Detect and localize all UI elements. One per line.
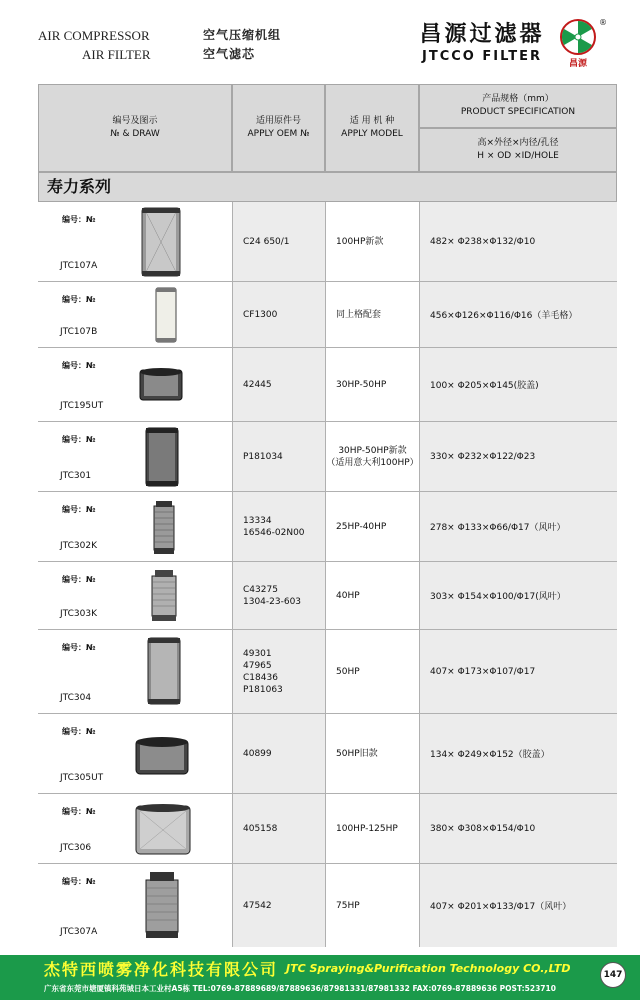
model-cell: 50HP旧款 xyxy=(325,714,419,793)
product-code: JTC303K xyxy=(60,609,97,619)
header-line-2 xyxy=(38,45,338,64)
table-row xyxy=(38,422,617,492)
spec-cell: 134× Φ249×Φ152（胶盖） xyxy=(419,714,617,793)
header-cn-2: 空气滤芯 xyxy=(203,47,256,61)
draw-cell xyxy=(38,714,232,793)
draw-cell xyxy=(38,348,232,421)
draw-cell xyxy=(38,562,232,629)
number-label: 编号：№ xyxy=(62,295,96,304)
oem-cell: CF1300 xyxy=(232,282,325,347)
filter-image xyxy=(154,286,178,344)
header-en-1: AIR COMPRESSOR xyxy=(38,28,150,43)
oem-cell: 405158 xyxy=(232,794,325,863)
logo-registered-mark: ® xyxy=(599,18,607,27)
product-code: JTC195UT xyxy=(60,401,104,411)
number-label: 编号：№ xyxy=(62,215,96,224)
company-address: 广东省东莞市塘厦镇科苑城日本工业村A5栋 TEL:0769-87889689/87889636/87981331/87981332 FAX:0769-87889636 POST:523710 xyxy=(44,984,556,993)
header-left xyxy=(38,26,338,64)
table-row xyxy=(38,714,617,794)
table-row xyxy=(38,562,617,630)
draw-cell xyxy=(38,794,232,863)
draw-cell xyxy=(38,492,232,561)
footer-bar xyxy=(0,955,640,1000)
header-oem-en: APPLY OEM № xyxy=(247,129,310,139)
header-model-en: APPLY MODEL xyxy=(341,129,403,139)
header-spec-cn: 产品规格（mm） xyxy=(482,94,554,104)
product-code: JTC302K xyxy=(60,541,97,551)
brand xyxy=(402,21,562,65)
spec-cell: 407× Φ173×Φ107/Φ17 xyxy=(419,630,617,713)
model-cell: 25HP-40HP xyxy=(325,492,419,561)
table-row xyxy=(38,864,617,947)
draw-cell xyxy=(38,630,232,713)
number-label: 编号：№ xyxy=(62,807,96,816)
model-cell: 同上格配套 xyxy=(325,282,419,347)
brand-logo xyxy=(557,18,607,70)
header-spec xyxy=(419,84,617,172)
spec-cell: 380× Φ308×Φ154/Φ10 xyxy=(419,794,617,863)
table-row xyxy=(38,794,617,864)
table-row xyxy=(38,492,617,562)
table-row xyxy=(38,630,617,714)
number-label: 编号：№ xyxy=(62,727,96,736)
table-row xyxy=(38,348,617,422)
oem-cell: P181034 xyxy=(232,422,325,491)
header-model-cn: 适 用 机 种 xyxy=(349,116,395,126)
header-model xyxy=(325,84,419,172)
product-code: JTC304 xyxy=(60,693,92,703)
oem-cell: 40899 xyxy=(232,714,325,793)
product-code: JTC306 xyxy=(60,843,92,853)
spec-cell: 330× Φ232×Φ122/Φ23 xyxy=(419,422,617,491)
model-cell: 100HP-125HP xyxy=(325,794,419,863)
product-table xyxy=(38,84,617,947)
header-draw xyxy=(38,84,232,172)
number-label: 编号：№ xyxy=(62,361,96,370)
draw-cell xyxy=(38,422,232,491)
spec-cell: 100× Φ205×Φ145(胶盖) xyxy=(419,348,617,421)
header-draw-cn: 编号及图示 xyxy=(112,116,158,126)
logo-text: 昌源 xyxy=(568,59,587,69)
brand-cn: 昌源过滤器 xyxy=(419,22,545,47)
model-cell: 75HP xyxy=(325,864,419,947)
header-spec-top xyxy=(419,84,617,128)
spec-cell: 456×Φ126×Φ116/Φ16（羊毛格） xyxy=(419,282,617,347)
oem-cell: C43275 1304-23-603 xyxy=(232,562,325,629)
filter-image xyxy=(144,426,180,488)
header-oem-cn: 适用原件号 xyxy=(255,116,301,126)
model-cell: 40HP xyxy=(325,562,419,629)
product-code: JTC301 xyxy=(60,471,92,481)
spec-cell: 482× Φ238×Φ132/Φ10 xyxy=(419,202,617,281)
number-label: 编号：№ xyxy=(62,435,96,444)
product-code: JTC107A xyxy=(60,261,98,271)
header-spec-bottom xyxy=(419,128,617,172)
header-dims-en: H × OD ×ID/HOLE xyxy=(477,151,559,161)
model-cell: 30HP-50HP新款 （适用意大利100HP） xyxy=(325,422,419,491)
filter-image xyxy=(134,734,190,778)
filter-image xyxy=(134,802,192,858)
header-spec-en: PRODUCT SPECIFICATION xyxy=(460,107,576,117)
page-number: 147 xyxy=(600,962,626,988)
oem-cell: C24 650/1 xyxy=(232,202,325,281)
model-cell: 30HP-50HP xyxy=(325,348,419,421)
table-row xyxy=(38,202,617,282)
header-dims-cn: 高×外径×内径/孔径 xyxy=(477,138,559,148)
product-code: JTC305UT xyxy=(60,773,104,783)
header-line-1 xyxy=(38,26,338,45)
oem-cell: 49301 47965 C18436 P181063 xyxy=(232,630,325,713)
filter-image xyxy=(150,500,178,556)
spec-cell: 407× Φ201×Φ133/Φ17（风叶） xyxy=(419,864,617,947)
table-row xyxy=(38,282,617,348)
company-name-en: JTC Spraying&Purification Technology CO.,LTD xyxy=(286,961,571,975)
draw-cell xyxy=(38,202,232,281)
draw-cell xyxy=(38,864,232,947)
number-label: 编号：№ xyxy=(62,877,96,886)
filter-image xyxy=(148,568,180,624)
number-label: 编号：№ xyxy=(62,643,96,652)
header-oem xyxy=(232,84,325,172)
number-label: 编号：№ xyxy=(62,575,96,584)
spec-cell: 303× Φ154×Φ100/Φ17(风叶） xyxy=(419,562,617,629)
header-cn-1: 空气压缩机组 xyxy=(203,28,282,42)
model-cell: 50HP xyxy=(325,630,419,713)
company-name-cn: 杰特西喷雾净化科技有限公司 xyxy=(44,959,279,979)
filter-image xyxy=(140,206,182,278)
brand-en: JTCCO FILTER xyxy=(422,49,542,64)
product-code: JTC307A xyxy=(60,927,98,937)
oem-cell: 42445 xyxy=(232,348,325,421)
oem-cell: 47542 xyxy=(232,864,325,947)
filter-image xyxy=(138,366,184,404)
spec-cell: 278× Φ133×Φ66/Φ17（风叶） xyxy=(419,492,617,561)
footer-company xyxy=(0,955,600,981)
filter-image xyxy=(146,636,182,706)
product-code: JTC107B xyxy=(60,327,98,337)
header-draw-en: № & DRAW xyxy=(110,129,160,139)
model-cell: 100HP新款 xyxy=(325,202,419,281)
draw-cell xyxy=(38,282,232,347)
oem-cell: 13334 16546-02N00 xyxy=(232,492,325,561)
header-en-2: AIR FILTER xyxy=(82,47,151,62)
filter-image xyxy=(142,870,182,940)
logo-wheel-icon xyxy=(557,18,599,56)
number-label: 编号：№ xyxy=(62,505,96,514)
section-title: 寿力系列 xyxy=(38,172,617,202)
